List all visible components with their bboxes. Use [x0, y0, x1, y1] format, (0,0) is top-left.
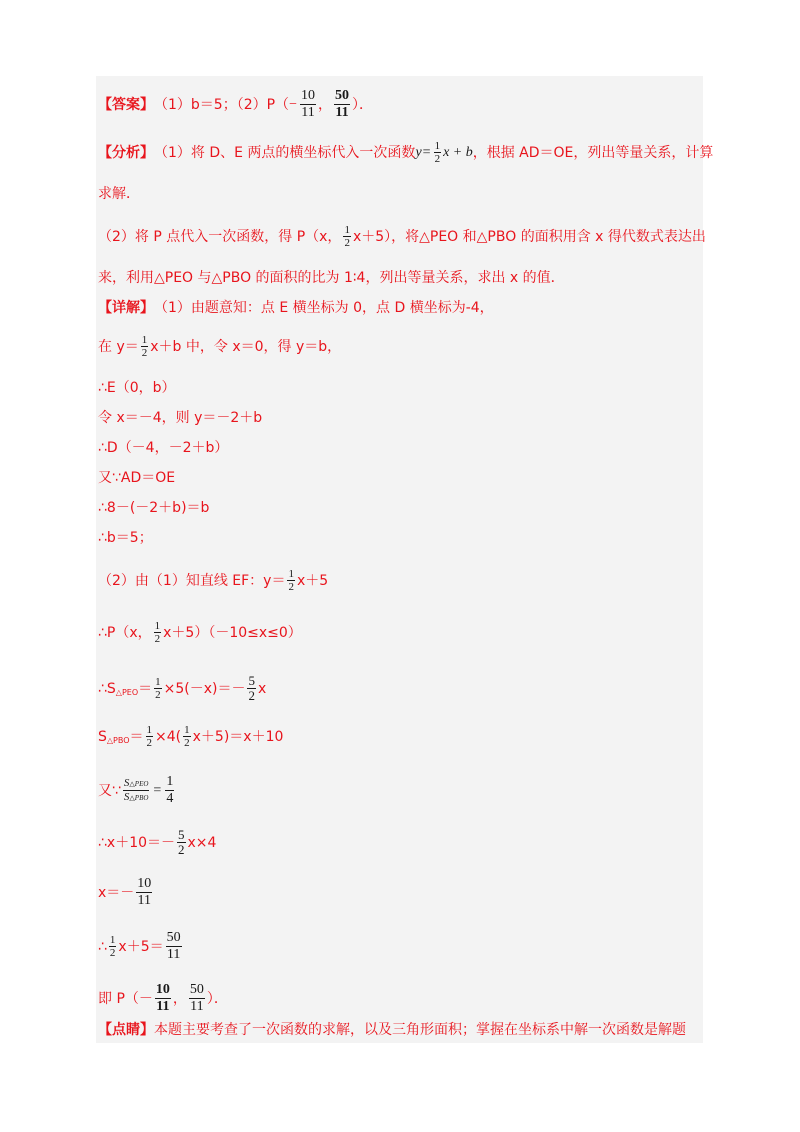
- denominator: 2: [155, 689, 161, 701]
- numerator: [123, 777, 150, 791]
- detail-text-9a: （2）由（1）知直线 EF：y＝: [98, 572, 286, 589]
- numerator: 1: [344, 224, 350, 236]
- analysis-text-3b: x＋5），将△PEO 和△PBO 的面积用含 x 得代数式表达出: [352, 228, 706, 245]
- detail-line-17: [98, 982, 228, 1015]
- numerator: 1: [434, 140, 441, 152]
- detail-line-4: [98, 408, 262, 428]
- detail-text-16b: x＋5＝: [118, 938, 164, 955]
- answer-fraction-y: [334, 88, 350, 121]
- numerator: 1: [184, 724, 190, 736]
- denominator: 11: [301, 105, 315, 120]
- denominator: 2: [141, 347, 148, 359]
- detail-text-9b: x＋5: [296, 572, 329, 589]
- fraction-y-value: [189, 982, 205, 1015]
- answer-tag: 【答案】: [98, 96, 154, 113]
- numerator: 1: [146, 724, 153, 736]
- detail-text-11d: x: [257, 680, 267, 697]
- denominator: 2: [288, 581, 294, 593]
- denominator: 2: [146, 737, 153, 749]
- equals-sign: =: [153, 782, 162, 798]
- detail-line-1: [98, 298, 494, 318]
- numerator: 50: [334, 88, 349, 103]
- detail-line-3: [98, 378, 176, 398]
- denominator: 11: [156, 999, 170, 1014]
- numerator: 5: [248, 673, 255, 688]
- numerator: 1: [141, 334, 148, 346]
- detail-text-3: ∴E（0，b）: [98, 380, 176, 396]
- denominator: 2: [109, 947, 116, 959]
- comma: ，: [317, 96, 332, 113]
- denominator: 4: [166, 791, 174, 806]
- analysis-text-2: 求解．: [98, 186, 140, 202]
- analysis-line-4: [98, 268, 565, 288]
- analysis-text-3a: （2）将 P 点代入一次函数，得 P（x，: [98, 228, 342, 245]
- detail-line-6: [98, 468, 175, 488]
- subscript: △PEO: [129, 780, 149, 788]
- detail-text-6: 又∵AD＝OE: [98, 470, 176, 486]
- denominator: 2: [184, 737, 190, 749]
- numerator: 1: [288, 568, 294, 580]
- detail-line-7: [98, 498, 209, 518]
- detail-line-8: [98, 528, 153, 548]
- function-equals: =: [422, 144, 431, 160]
- numerator: 1: [155, 676, 161, 688]
- detail-line-15: [98, 876, 154, 909]
- detail-text-17b: ，: [172, 990, 187, 1007]
- detail-text-14a: ∴x＋10＝－: [98, 834, 176, 851]
- analysis-line-2: [98, 184, 140, 204]
- detail-line-11: [98, 674, 266, 703]
- detail-text-11c: ×5(－x)＝－: [163, 680, 246, 697]
- detail-line-13: [98, 774, 176, 807]
- analysis-line-3: [98, 224, 706, 249]
- numerator: 1: [166, 774, 174, 789]
- detail-line-12: [98, 724, 283, 749]
- detail-line-14: [98, 828, 216, 857]
- detail-text-13a: 又∵: [98, 782, 121, 799]
- detail-text-14b: x×4: [187, 834, 217, 851]
- detail-text-16a: ∴: [98, 938, 107, 955]
- detail-text-4: 令 x＝－4，则 y＝－2＋b: [98, 410, 263, 426]
- fraction-half: [154, 676, 162, 701]
- detail-text-1: （1）由题意知：点 E 横坐标为 0，点 D 横坐标为-4，: [154, 300, 494, 316]
- comment-tag: 【点睛】: [98, 1022, 154, 1038]
- fraction-half: [141, 334, 149, 359]
- area-ratio-fraction: [123, 777, 150, 804]
- detail-text-11a: ∴S: [98, 680, 116, 697]
- answer-line: [98, 88, 373, 121]
- detail-line-9: [98, 568, 328, 593]
- numerator: 50: [189, 982, 204, 997]
- numerator: 1: [109, 934, 116, 946]
- fraction-x-value: [155, 982, 171, 1015]
- analysis-text-1b: ，根据 AD＝OE，列出等量关系，计算: [472, 144, 714, 161]
- comment-text: 本题主要考查了一次函数的求解，以及三角形面积；掌握在坐标系中解一次函数是解题: [154, 1022, 686, 1038]
- function-fraction: [434, 140, 442, 165]
- detail-text-15a: x＝－: [98, 884, 135, 901]
- detail-text-11b: ＝: [138, 680, 153, 697]
- detail-text-10a: ∴P（x，: [98, 624, 152, 641]
- analysis-tag: 【分析】: [98, 144, 154, 161]
- detail-text-12b: ＝: [129, 728, 144, 745]
- answer-fraction-x: [300, 88, 316, 121]
- fraction-half: [109, 934, 117, 959]
- answer-end: ）．: [351, 96, 373, 113]
- denominator: 2: [154, 633, 161, 645]
- content-panel: [96, 76, 703, 1043]
- numerator: 10: [155, 982, 170, 997]
- denominator: 11: [335, 105, 349, 120]
- denominator: 11: [166, 947, 181, 962]
- detail-text-7: ∴8－(－2＋b)＝b: [98, 500, 210, 516]
- analysis-text-1a: （1）将 D、E 两点的横坐标代入一次函数: [154, 144, 416, 161]
- detail-line-2: [98, 334, 341, 359]
- fraction-half: [154, 620, 162, 645]
- detail-line-5: [98, 438, 228, 458]
- denominator: 11: [190, 999, 204, 1014]
- minus-sign: −: [289, 96, 297, 112]
- denominator: 2: [248, 688, 255, 703]
- function-rest: x + b: [443, 144, 473, 160]
- fraction-half: [343, 224, 351, 249]
- detail-text-12c: ×4(: [155, 728, 182, 745]
- denominator: 11: [137, 893, 152, 908]
- detail-text-17a: 即 P（－: [98, 990, 153, 1007]
- answer-part1: （1）b＝5；（2）P（: [154, 96, 290, 113]
- comment-line: [98, 1020, 686, 1040]
- function-y: y: [415, 144, 422, 160]
- fraction-y-value: [166, 930, 182, 963]
- fraction-half: [183, 724, 191, 749]
- detail-text-12d: x＋5)＝x＋10: [192, 728, 284, 745]
- detail-text-17c: ）．: [206, 990, 228, 1007]
- subscript: △PBO: [129, 794, 149, 802]
- detail-line-10: [98, 620, 302, 645]
- detail-text-8: ∴b＝5；: [98, 530, 153, 546]
- numerator: 50: [166, 930, 181, 945]
- fraction-half: [287, 568, 295, 593]
- analysis-text-4: 来，利用△PEO 与△PBO 的面积的比为 1∶4，列出等量关系，求出 x 的值．: [98, 270, 565, 286]
- numerator: 1: [154, 620, 161, 632]
- area-symbol: S: [123, 791, 130, 803]
- area-symbol: S: [123, 777, 130, 789]
- denominator: 2: [178, 842, 185, 857]
- detail-text-2a: 在 y＝: [98, 338, 139, 355]
- numerator: 10: [300, 88, 315, 103]
- detail-text-10b: x＋5）（－10≤x≤0）: [163, 624, 302, 641]
- detail-line-16: [98, 930, 184, 963]
- detail-text-12a: S: [98, 728, 107, 745]
- fraction-quarter: [165, 774, 174, 807]
- numerator: 10: [137, 876, 152, 891]
- denominator: 2: [344, 237, 350, 249]
- detail-text-5: ∴D（－4，－2＋b）: [98, 440, 229, 456]
- denominator: [123, 791, 150, 804]
- fraction-half: [146, 724, 154, 749]
- denominator: 2: [434, 153, 441, 165]
- detail-tag: 【详解】: [98, 300, 154, 316]
- fraction-five-halves: [247, 674, 256, 703]
- fraction-five-halves: [177, 828, 186, 857]
- numerator: 5: [178, 827, 185, 842]
- analysis-line-1: [98, 140, 713, 165]
- subscript: △PEO: [115, 687, 139, 697]
- subscript: △PBO: [106, 735, 130, 745]
- fraction-x-value: [136, 876, 152, 909]
- detail-text-2b: x＋b 中，令 x＝0，得 y＝b，: [150, 338, 342, 355]
